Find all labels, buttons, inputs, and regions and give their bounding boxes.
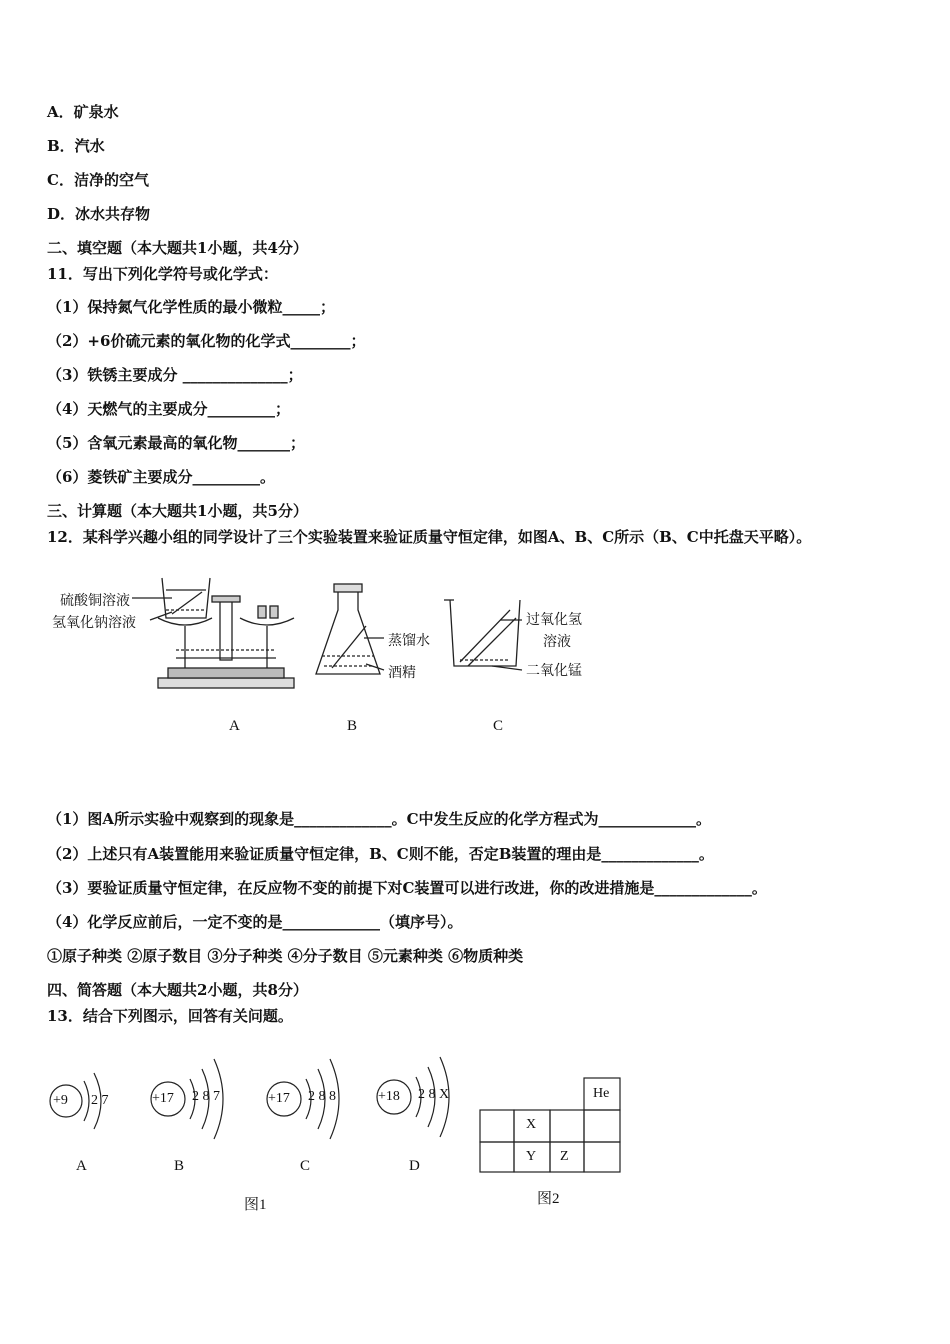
question-13: 13．结合下列图示，回答有关问题。: [47, 1007, 293, 1025]
atom-d-label: D: [409, 1158, 420, 1174]
balance-apparatus: [132, 578, 294, 688]
option-a: A．矿泉水: [47, 103, 119, 121]
option-b: B．汽水: [47, 137, 105, 155]
q11-item-1: （1）保持氮气化学性质的最小微粒_____；: [47, 298, 335, 316]
atom-c-shells: 2 8 8: [308, 1089, 336, 1104]
label-distilled-water: 蒸馏水: [388, 634, 430, 649]
label-copper-sulfate: 硫酸铜溶液: [60, 594, 130, 609]
section3-header: 三、计算题（本大题共1小题，共5分）: [47, 502, 308, 520]
beaker-apparatus: [444, 600, 522, 670]
figure-1-caption: 图1: [244, 1197, 267, 1213]
atom-a-label: A: [76, 1158, 87, 1174]
label-sodium-hydroxide: 氢氧化钠溶液: [52, 616, 136, 631]
q11-item-6: （6）菱铁矿主要成分_________。: [47, 468, 275, 486]
atom-d-shells: 2 8 X: [418, 1087, 450, 1102]
atom-a-nucleus: +9: [53, 1093, 68, 1108]
label-solution: 溶液: [543, 635, 571, 650]
q12-options: ①原子种类 ②原子数目 ③分子种类 ④分子数目 ⑤元素种类 ⑥物质种类: [47, 947, 524, 965]
q12-item-2: （2）上述只有A装置能用来验证质量守恒定律，B、C则不能，否定B装置的理由是_____________。: [47, 845, 714, 863]
caption-b: B: [347, 718, 358, 734]
atom-c-nucleus: +17: [268, 1091, 290, 1106]
label-alcohol: 酒精: [388, 666, 416, 681]
flask-apparatus: [316, 584, 384, 674]
label-manganese-dioxide: 二氧化锰: [526, 664, 582, 679]
section4-header: 四、简答题（本大题共2小题，共8分）: [47, 981, 308, 999]
atom-diagrams: [44, 1045, 474, 1145]
cell-z: Z: [560, 1149, 569, 1164]
caption-a: A: [229, 718, 240, 734]
section2-header: 二、填空题（本大题共1小题，共4分）: [47, 239, 308, 257]
atom-b-label: B: [174, 1158, 185, 1174]
atom-a-shells: 2 7: [91, 1093, 109, 1108]
caption-c: C: [493, 718, 504, 734]
q12-item-4: （4）化学反应前后，一定不变的是_____________（填序号）。: [47, 913, 463, 931]
cell-he: He: [593, 1086, 610, 1101]
atom-b-shells: 2 8 7: [192, 1089, 220, 1104]
q12-item-1: （1）图A所示实验中观察到的现象是_____________。C中发生反应的化学方程式为_____________。: [47, 810, 712, 828]
option-c: C．洁净的空气: [47, 171, 149, 189]
q11-item-4: （4）天燃气的主要成分_________；: [47, 400, 290, 418]
atom-c-label: C: [300, 1158, 311, 1174]
atom-d-nucleus: +18: [378, 1089, 400, 1104]
cell-y: Y: [526, 1149, 537, 1164]
question-11: 11．写出下列化学符号或化学式：: [47, 265, 278, 283]
option-d: D．冰水共存物: [47, 205, 151, 223]
cell-x: X: [526, 1117, 537, 1132]
q11-item-5: （5）含氧元素最高的氧化物_______；: [47, 434, 305, 452]
q12-item-3: （3）要验证质量守恒定律，在反应物不变的前提下对C装置可以进行改进，你的改进措施是_____________。: [47, 879, 767, 897]
atom-b-nucleus: +17: [152, 1091, 174, 1106]
question-12: 12．某科学兴趣小组的同学设计了三个实验装置来验证质量守恒定律，如图A、B、C所示（B、C中托盘天平略）。: [47, 528, 812, 546]
q11-item-2: （2）+6价硫元素的氧化物的化学式________；: [47, 332, 366, 350]
label-hydrogen-peroxide: 过氧化氢: [526, 613, 582, 628]
figure-2-caption: 图2: [537, 1191, 560, 1207]
q11-item-3: （3）铁锈主要成分 ______________；: [47, 366, 303, 384]
